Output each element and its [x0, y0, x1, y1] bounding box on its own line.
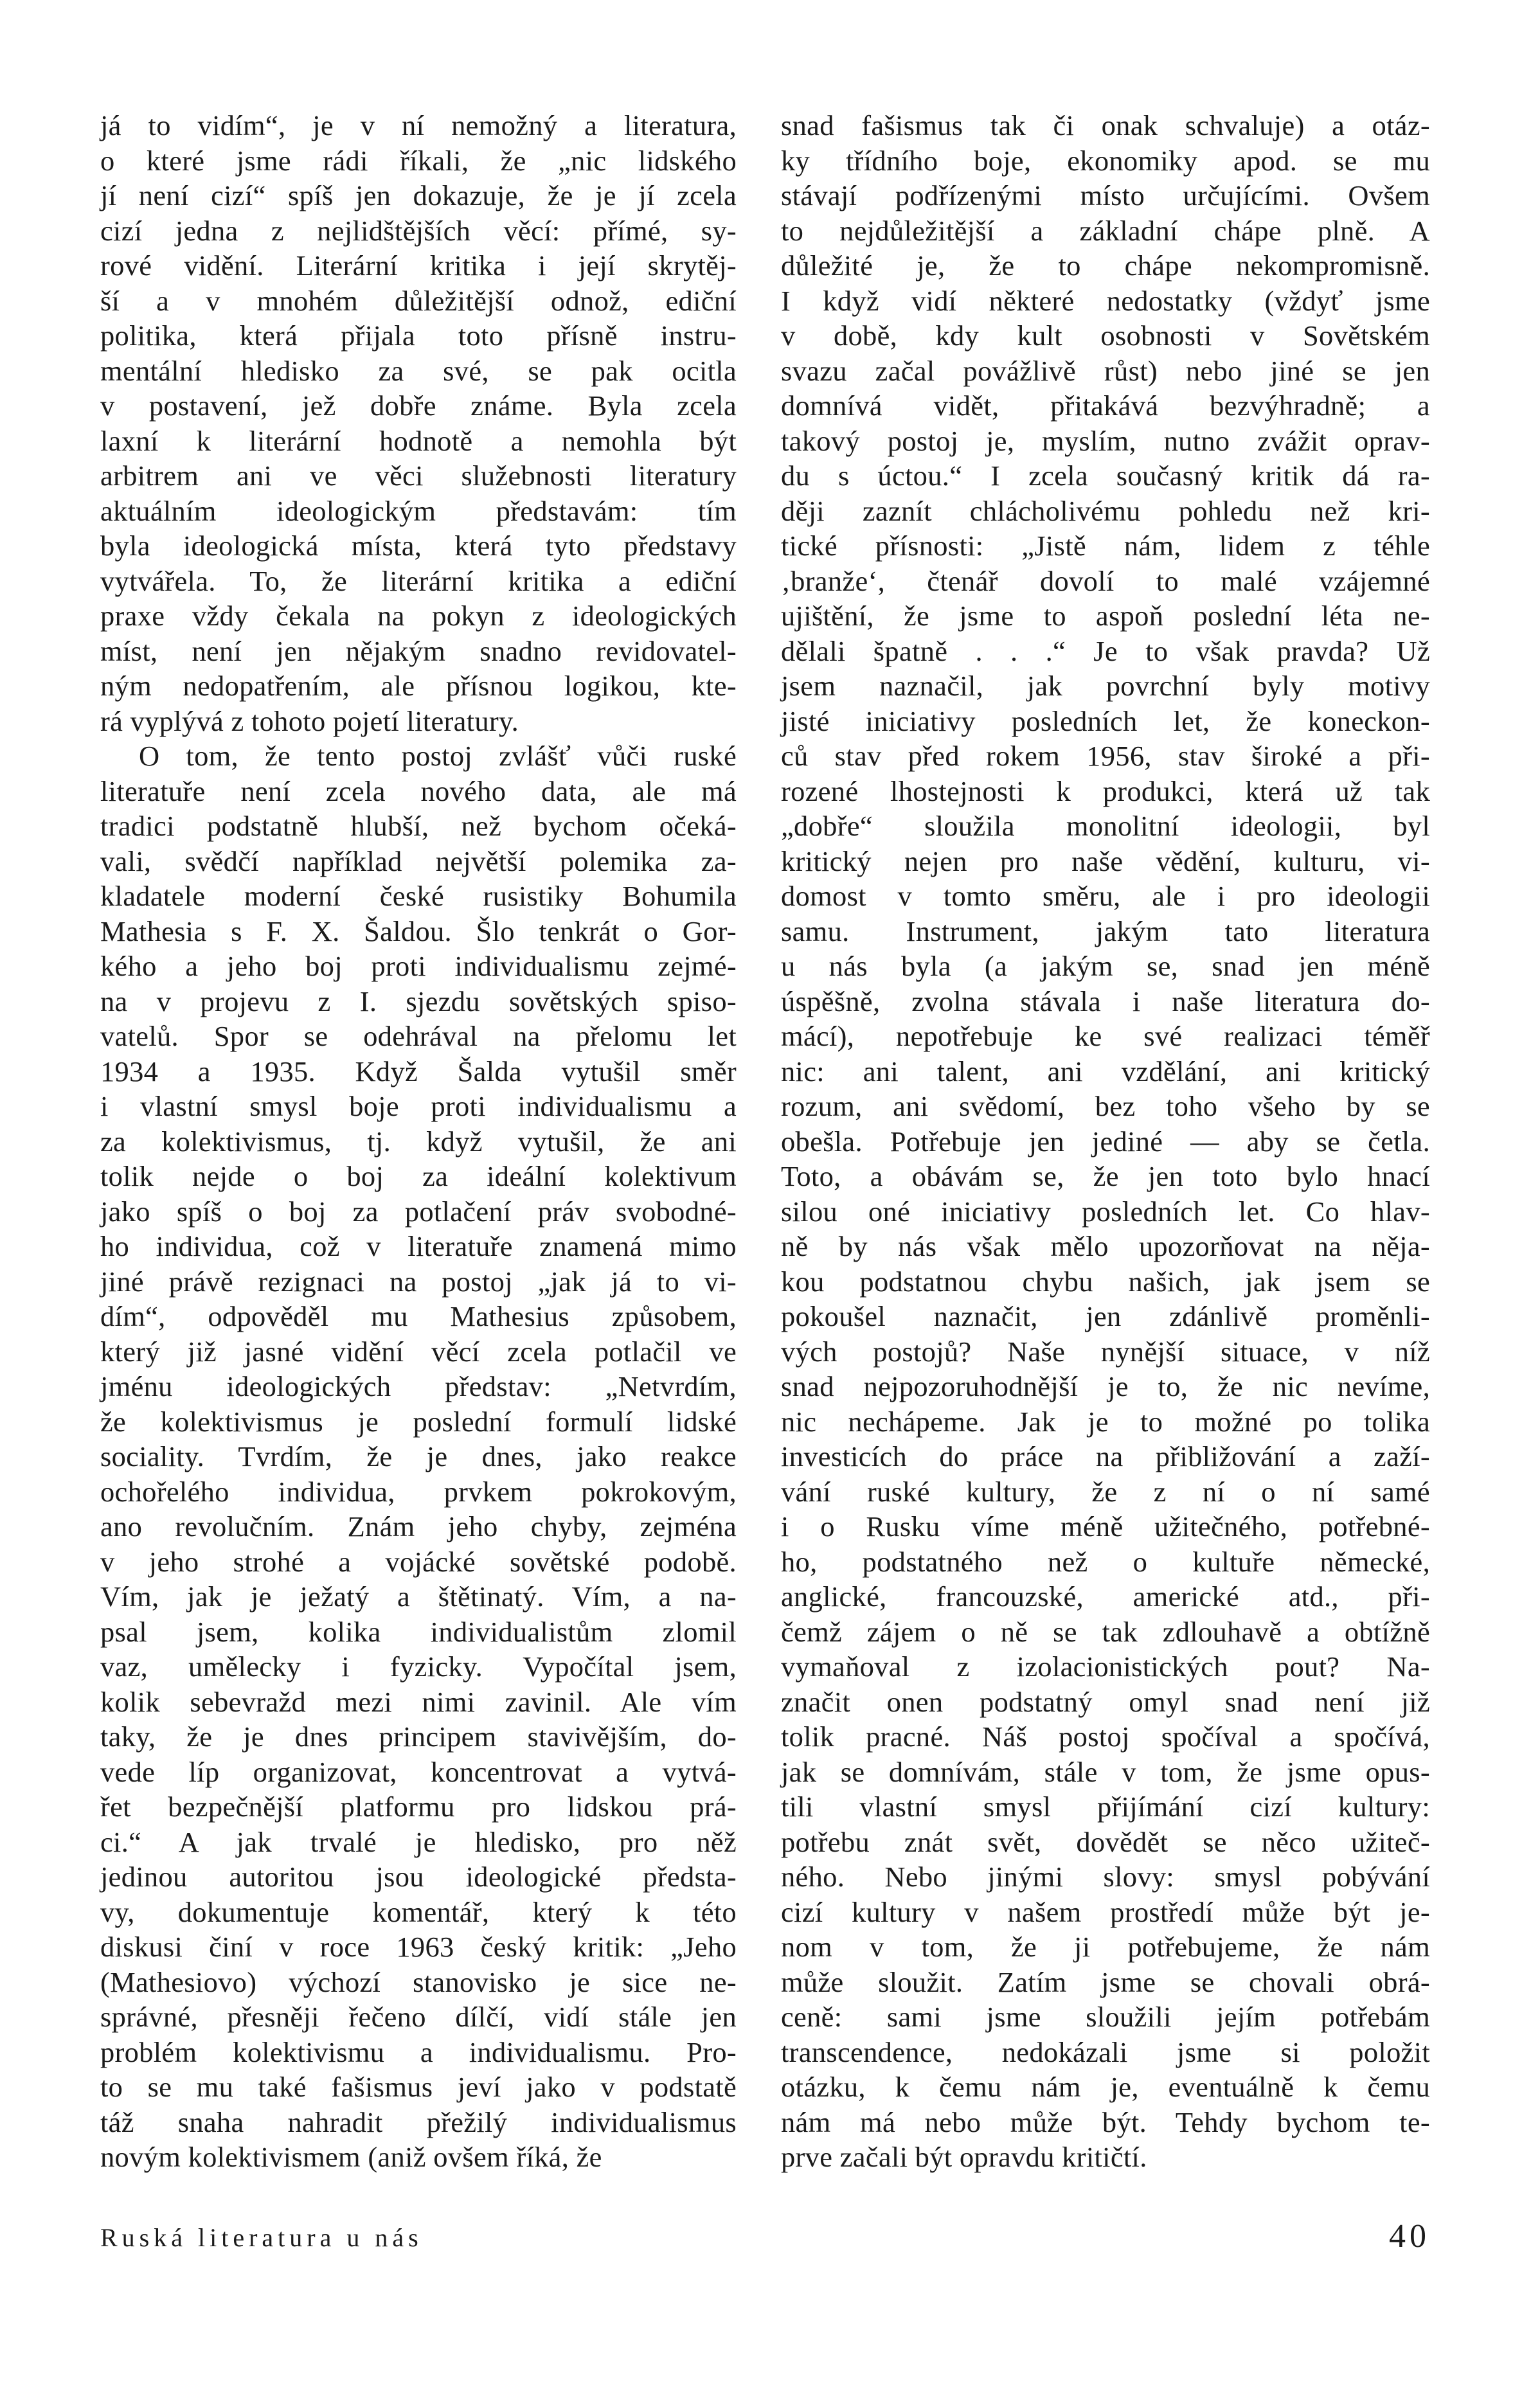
text-line: za kolektivismus, tj. když vytušil, že ani [100, 1125, 737, 1158]
text-line: vede líp organizovat, koncentrovat a vytvá- [100, 1755, 737, 1788]
text-line: nom v tom, že ji potřebujeme, že nám [781, 1931, 1430, 1963]
text-line: laxní k literární hodnotě a nemohla být [100, 424, 737, 457]
text-line: kritický nejen pro naše vědění, kulturu, vi- [781, 845, 1430, 877]
text-line: 1934 a 1935. Když Šalda vytušil směr [100, 1055, 737, 1087]
text-line: jiné právě rezignaci na postoj „jak já to vi- [100, 1265, 737, 1298]
text-line: aktuálním ideologickým představám: tím [100, 494, 737, 527]
text-line: potřebu znát svět, dovědět se něco užiteč- [781, 1825, 1430, 1858]
text-line: politika, která přijala toto přísně instru- [100, 319, 737, 352]
text-line: Toto, a obávám se, že jen toto bylo hnací [781, 1160, 1430, 1192]
text-line: tolik nejde o boj za ideální kolektivum [100, 1160, 737, 1192]
text-line: dělali špatně . . .“ Je to však pravda? Už [781, 634, 1430, 667]
text-line: „dobře“ sloužila monolitní ideologii, byl [781, 810, 1430, 842]
page-footer [100, 2217, 1430, 2256]
text-line: (Mathesiovo) výchozí stanovisko je sice ne- [100, 1965, 737, 1998]
text-line: jí není cizí“ spíš jen dokazuje, že je jí zcela [100, 179, 737, 211]
text-line: vytvářela. To, že literární kritika a ediční [100, 564, 737, 597]
text-line: ujištění, že jsme to aspoň poslední léta ne- [781, 600, 1430, 632]
text-line: I když vidí některé nedostatky (vždyť jsme [781, 284, 1430, 317]
text-line: kého a jeho boj proti individualismu zejmé- [100, 950, 737, 982]
text-line: ho, podstatného než o kultuře německé, [781, 1545, 1430, 1578]
text-line: v jeho strohé a vojácké sovětské podobě. [100, 1545, 737, 1578]
text-line: vy, dokumentuje komentář, který k této [100, 1895, 737, 1928]
text-line: ší a v mnohém důležitější odnož, ediční [100, 284, 737, 317]
running-title: Ruská literatura u nás [100, 2223, 423, 2252]
text-line: ci.“ A jak trvalé je hledisko, pro něž [100, 1825, 737, 1858]
text-line: i o Rusku víme méně užitečného, potřebné- [781, 1510, 1430, 1542]
text-line: transcendence, nedokázali jsme si položit [781, 2035, 1430, 2068]
text-line: v postavení, jež dobře známe. Byla zcela [100, 389, 737, 422]
text-line: ky třídního boje, ekonomiky apod. se mu [781, 144, 1430, 177]
text-line: jedinou autoritou jsou ideologické předsta- [100, 1861, 737, 1893]
text-line: kolik sebevražd mezi nimi zavinil. Ale vím [100, 1685, 737, 1718]
text-line: domnívá vidět, přitakává bezvýhradně; a [781, 389, 1430, 422]
text-line: táž snaha nahradit přežilý individualismus [100, 2105, 737, 2138]
text-line: může sloužit. Zatím jsme se chovali obrá- [781, 1965, 1430, 1998]
text-line: vatelů. Spor se odehrával na přelomu let [100, 1020, 737, 1052]
text-line: anglické, francouzské, americké atd., při- [781, 1580, 1430, 1613]
text-column-left [100, 108, 737, 2175]
text-column-right [781, 108, 1430, 2175]
text-line: to nejdůležitější a základní chápe plně. A [781, 214, 1430, 247]
text-line: nic nechápeme. Jak je to možné po tolika [781, 1405, 1430, 1438]
text-line: ději zaznít chlácholivému pohledu než kri- [781, 494, 1430, 527]
text-line: kou podstatnou chybu našich, jak jsem se [781, 1265, 1430, 1298]
text-line: míst, není jen nějakým snadno revidovatel- [100, 634, 737, 667]
text-line: byla ideologická místa, která tyto představy [100, 530, 737, 562]
text-line: tili vlastní smysl přijímání cizí kultury: [781, 1791, 1430, 1823]
text-line: snad fašismus tak či onak schvaluje) a otáz- [781, 109, 1430, 141]
text-line: správné, přesněji řečeno dílčí, vidí stále jen [100, 2001, 737, 2033]
text-line: praxe vždy čekala na pokyn z ideologických [100, 600, 737, 632]
text-line: cizí jedna z nejlidštějších věcí: přímé, sy- [100, 214, 737, 247]
text-line: značit onen podstatný omyl snad není již [781, 1685, 1430, 1718]
text-line: cizí kultury v našem prostředí může být je- [781, 1895, 1430, 1928]
text-line: takový postoj je, myslím, nutno zvážit oprav- [781, 424, 1430, 457]
text-line: Vím, jak je ježatý a štětinatý. Vím, a na- [100, 1580, 737, 1613]
text-line: důležité je, že to chápe nekompromisně. [781, 249, 1430, 282]
text-line: dím“, odpověděl mu Mathesius způsobem, [100, 1300, 737, 1332]
text-line: tické přísnosti: „Jistě nám, lidem z téhle [781, 530, 1430, 562]
text-line: O tom, že tento postoj zvlášť vůči ruské [139, 740, 737, 772]
page-number: 40 [1389, 2218, 1430, 2255]
text-line: samu. Instrument, jakým tato literatura [781, 915, 1430, 947]
text-line: literatuře není zcela nového data, ale má [100, 774, 737, 807]
text-line: kladatele moderní české rusistiky Bohumila [100, 880, 737, 912]
text-line: jménu ideologických představ: „Netvrdím, [100, 1370, 737, 1402]
text-line: mentální hledisko za své, se pak ocitla [100, 354, 737, 387]
text-line: ceně: sami jsme sloužili jejím potřebám [781, 2001, 1430, 2033]
text-line: který již jasné vidění věcí zcela potlačil ve [100, 1335, 737, 1368]
text-line: otázku, k čemu nám je, eventuálně k čemu [781, 2071, 1430, 2103]
text-line: obešla. Potřebuje jen jediné — aby se četla. [781, 1125, 1430, 1158]
text-line: snad nejpozoruhodnější je to, že nic nevíme, [781, 1370, 1430, 1402]
text-line: vaz, umělecky i fyzicky. Vypočítal jsem, [100, 1650, 737, 1683]
text-line: ano revolučním. Znám jeho chyby, zejména [100, 1510, 737, 1542]
text-line: jsem naznačil, jak povrchní byly motivy [781, 670, 1430, 702]
text-line: stávají podřízenými místo určujícími. Ovšem [781, 179, 1430, 211]
text-line: investicích do práce na přibližování a zaží- [781, 1440, 1430, 1472]
text-line: rozum, ani svědomí, bez toho všeho by se [781, 1090, 1430, 1122]
text-line: ců stav před rokem 1956, stav široké a při- [781, 740, 1430, 772]
text-line: problém kolektivismu a individualismu. Pro- [100, 2035, 737, 2068]
text-line: vymaňoval z izolacionistických pout? Na- [781, 1650, 1430, 1683]
text-line: taky, že je dnes principem stavivějším, do- [100, 1721, 737, 1753]
text-line: v době, kdy kult osobnosti v Sovětském [781, 319, 1430, 352]
text-line: já to vidím“, je v ní nemožný a literatura, [100, 109, 737, 141]
text-line: psal jsem, kolika individualistům zlomil [100, 1615, 737, 1648]
text-line: Mathesia s F. X. Šaldou. Šlo tenkrát o Gor- [100, 915, 737, 947]
text-line: jak se domnívám, stále v tom, že jsme opus- [781, 1755, 1430, 1788]
text-line: nic: ani talent, ani vzdělání, ani kritický [781, 1055, 1430, 1087]
text-line: ‚branže‘, čtenář dovolí to malé vzájemné [781, 564, 1430, 597]
text-line: vali, svědčí například největší polemika za- [100, 845, 737, 877]
text-line: to se mu také fašismus jeví jako v podstatě [100, 2071, 737, 2103]
text-line: ho individua, což v literatuře znamená mimo [100, 1230, 737, 1262]
text-line: silou oné iniciativy posledních let. Co hlav- [781, 1195, 1430, 1228]
text-line: sociality. Tvrdím, že je dnes, jako reakce [100, 1440, 737, 1472]
text-line: tolik pracné. Náš postoj spočíval a spočívá, [781, 1721, 1430, 1753]
text-line: čemž zájem o ně se tak zdlouhavě a obtížně [781, 1615, 1430, 1648]
text-line: řet bezpečnější platformu pro lidskou prá- [100, 1791, 737, 1823]
text-line: na v projevu z I. sjezdu sovětských spiso- [100, 985, 737, 1017]
text-line: ným nedopatřením, ale přísnou logikou, kte- [100, 670, 737, 702]
text-line: svazu začal povážlivě růst) nebo jiné se jen [781, 354, 1430, 387]
text-line: rá vyplývá z tohoto pojetí literatury. [100, 704, 519, 737]
text-line: rozené lhostejnosti k produkci, která už tak [781, 774, 1430, 807]
text-line: že kolektivismus je poslední formulí lidské [100, 1405, 737, 1438]
text-line: prve začali být opravdu kritičtí. [781, 2141, 1147, 2173]
text-line: diskusi činí v roce 1963 český kritik: „Jeho [100, 1931, 737, 1963]
text-line: úspěšně, zvolna stávala i naše literatura do- [781, 985, 1430, 1017]
text-line: i vlastní smysl boje proti individualismu a [100, 1090, 737, 1122]
text-line: jako spíš o boj za potlačení práv svobodné- [100, 1195, 737, 1228]
text-line: novým kolektivismem (aniž ovšem říká, že [100, 2141, 602, 2173]
text-line: ochořelého individua, prvkem pokrokovým, [100, 1475, 737, 1508]
text-line: tradici podstatně hlubší, než bychom očeká- [100, 810, 737, 842]
text-line: domost v tomto směru, ale i pro ideologii [781, 880, 1430, 912]
text-line: nám má nebo může být. Tehdy bychom te- [781, 2105, 1430, 2138]
text-line: vých postojů? Naše nynější situace, v níž [781, 1335, 1430, 1368]
text-line: o které jsme rádi říkali, že „nic lidského [100, 144, 737, 177]
text-line: arbitrem ani ve věci služebnosti literatury [100, 460, 737, 492]
text-line: mácí), nepotřebuje ke své realizaci téměř [781, 1020, 1430, 1052]
text-line: pokoušel naznačit, jen zdánlivě proměnli- [781, 1300, 1430, 1332]
text-line: jisté iniciativy posledních let, že koneckon- [781, 704, 1430, 737]
text-line: ně by nás však mělo upozorňovat na něja- [781, 1230, 1430, 1262]
text-line: u nás byla (a jakým se, snad jen méně [781, 950, 1430, 982]
text-line: du s úctou.“ I zcela současný kritik dá ra- [781, 460, 1430, 492]
text-line: vání ruské kultury, že z ní o ní samé [781, 1475, 1430, 1508]
text-line: ného. Nebo jinými slovy: smysl pobývání [781, 1861, 1430, 1893]
text-line: rové vidění. Literární kritika i její skrytěj- [100, 249, 737, 282]
